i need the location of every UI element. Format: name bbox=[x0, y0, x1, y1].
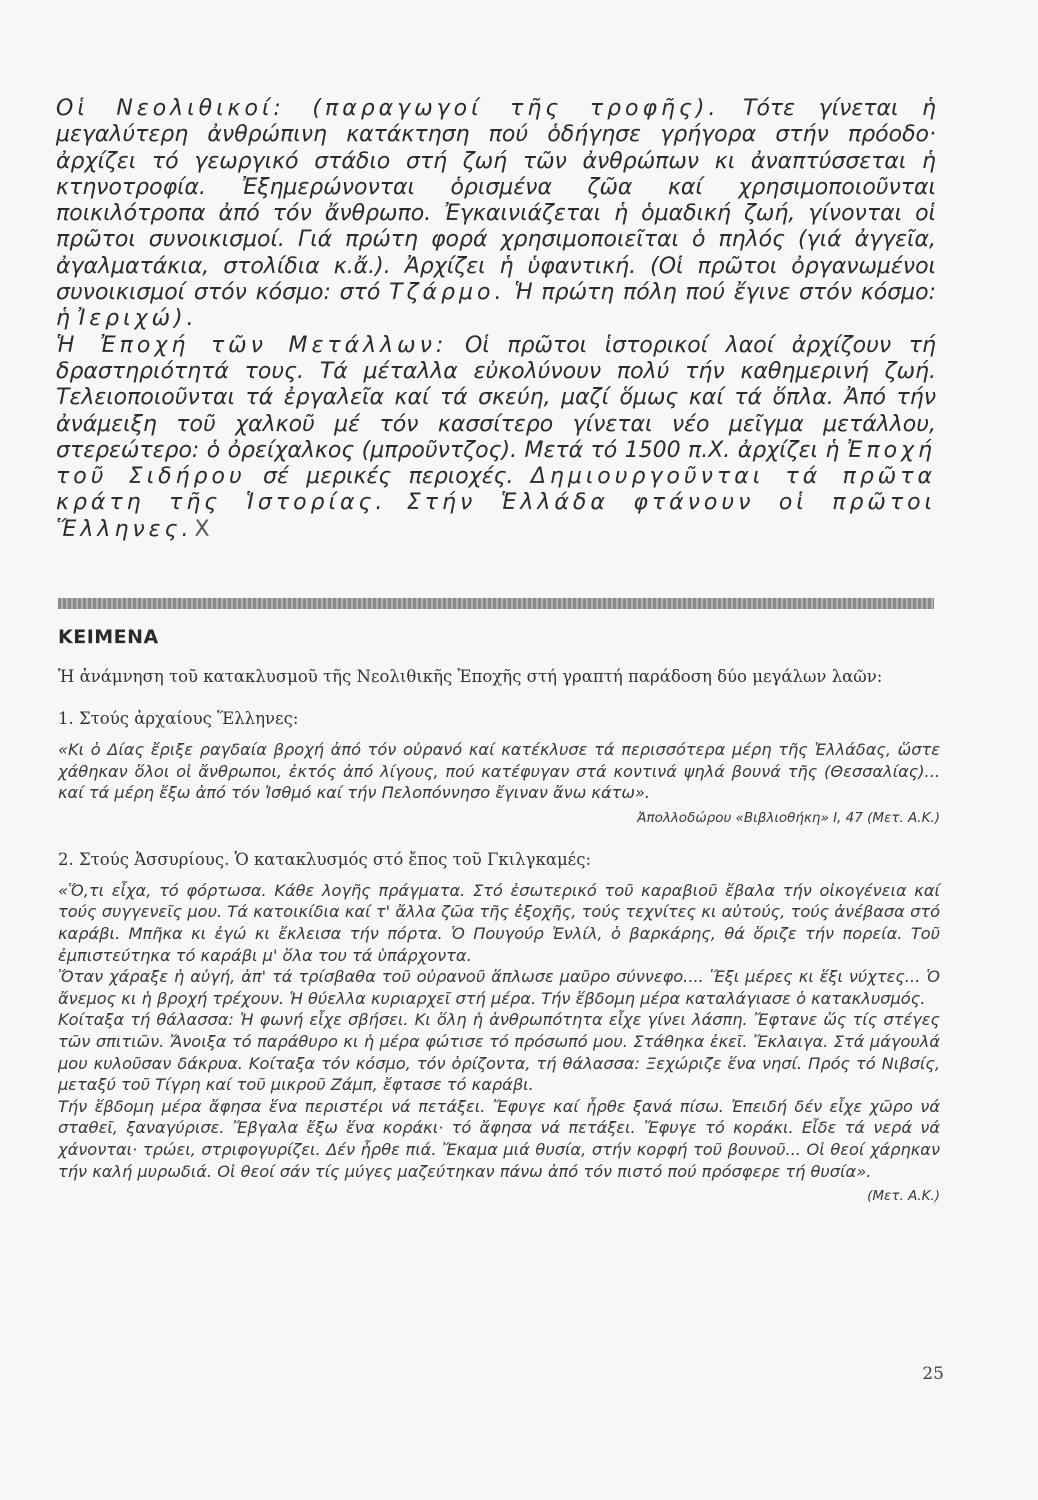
intro-text bbox=[56, 96, 936, 543]
item-2-heading: 2. Στούς Ἀσσυρίους. Ὁ κατακλυσμός στό ἔπος τοῦ Γκιλγκαμές: bbox=[58, 849, 592, 869]
metals-body-2: σέ μερικές περιοχές. bbox=[245, 464, 531, 490]
item-2-quote-part-4: Τήν ἕβδομη μέρα ἄφησα ἕνα περιστέρι νά πετάξει. Ἔφυγε καί ἦρθε ξανά πίσω. Ἐπειδή δέν εἶχε χῶρο νά σταθεῖ, ξαναγύρισε. Ἔβγαλα ἔξω ἕνα κοράκι· τό ἄφησα νά πετάξει. Ἔφυγε τό κοράκι. Εἶδε τά νερά νά χάνονται· τρώει, στριφογυρίζει. Δέν ἦρθε πιά. Ἔκαμα μιά θυσία, στήν κορφή τοῦ βουνοῦ... Οἱ θεοί χάρηκαν τήν καλή μυρωδιά. Οἱ θεοί σάν τίς μύγες μαζεύτηκαν πάνω ἀπό τόν πιστό πού πρόσφερε τή θυσία». bbox=[58, 1096, 940, 1181]
item-2-quote-part-2: Ὅταν χάραξε ἡ αὐγή, ἀπ' τά τρίσβαθα τοῦ οὐρανοῦ ἅπλωσε μαῦρο σύννεφο.... Ἕξι μέρες κι ἕξι νύχτες... Ὁ ἄνεμος κι ἡ βροχή τρέχουν. Ἡ θύελλα κυριαρχεῖ στή μέρα. Τήν ἕβδομη μέρα καταλάγιασε ὁ κατακλυσμός. bbox=[58, 967, 940, 1008]
item-2-quote-part-3: Κοίταξα τή θάλασσα: Ἡ φωνή εἶχε σβήσει. Κι ὅλη ἡ ἀνθρωπότητα εἶχε γίνει λάσπη. Ἔφτανε ὥς τίς στέγες τῶν σπιτιῶν. Ἄνοιξα τό παράθυρο κι ἡ μέρα φώτισε τό πρόσωπό μου. Στάθηκα ἐκεῖ. Ἔκλαιγα. Στά μάγουλά μου κυλοῦσαν δάκρυα. Κοίταξα τόν κόσμο, τόν ὁρίζοντα, τή θάλασσα: Ξεχώριζε ἕνα νησί. Πρός τό Νιβσίς, μεταξύ τοῦ Τίγρη καί τοῦ μικροῦ Ζάμπ, ἔφτασε τό καράβι. bbox=[58, 1010, 940, 1095]
neolithic-body-2: Ἡ πρώτη πόλη πού ἔγινε στόν κόσμο: ἡ bbox=[56, 280, 937, 332]
item-1-source: Ἀπολλοδώρου «Βιβλιοθήκη» Ι, 47 (Μετ. Α.Κ.) bbox=[637, 809, 940, 826]
neolithic-body: Τότε γίνεται ἡ μεγαλύτερη ἀνθρώπινη κατάκτηση πού ὁδήγησε γρήγορα στήν πρόοδο· ἀρχίζει τό γεωργικό στάδιο στή ζωή τῶν ἀνθρώπων κι ἀναπτύσσεται ἡ κτηνοτροφία. Ἐξημερώνονται ὁρισμένα ζῶα καί χρησιμοποιοῦνται ποικιλότροπα ἀπό τόν ἄνθρωπο. Ἐγκαινιάζεται ἡ ὁμαδική ζωή, γίνονται οἱ πρῶτοι συνοικισμοί. Γιά πρώτη φορά χρησιμοποιεῖται ὁ πηλός (γιά ἀγγεῖα, ἀγαλματάκια, στολίδια κ.ἄ.). Ἀρχίζει ἡ ὑφαντική. (Οἱ πρῶτοι ὀργανωμένοι συνοικισμοί στόν κόσμο: στό bbox=[56, 96, 936, 306]
spacer bbox=[386, 490, 406, 515]
texts-lead: Ἡ ἀνάμνηση τοῦ κατακλυσμοῦ τῆς Νεολιθικῆς Ἐποχῆς στή γραπτή παράδοση δύο μεγάλων λαῶν: bbox=[58, 667, 883, 686]
heading-iron-age: Ἐποχή τοῦ Σιδήρου bbox=[56, 437, 936, 490]
first-greeks: Στήν Ἑλλάδα φτάνουν οἱ πρῶτοι Ἕλληνες. bbox=[56, 490, 936, 542]
intro-paragraph-metals bbox=[56, 333, 936, 543]
item-2-source: (Μετ. Α.Κ.) bbox=[867, 1188, 940, 1205]
handwritten-x-mark: Χ bbox=[194, 516, 210, 542]
place-jarmo: Τζάρμο. bbox=[389, 280, 506, 306]
intro-paragraph-neolithic bbox=[56, 96, 936, 333]
place-jericho: Ἰεριχώ). bbox=[76, 306, 198, 332]
heading-metal-age: Ἡ Ἐποχή τῶν Μετάλλων: bbox=[56, 332, 448, 358]
item-1-heading: 1. Στούς ἀρχαίους Ἕλληνες: bbox=[58, 709, 299, 728]
section-title: ΚΕΙΜΕΝΑ bbox=[58, 626, 159, 648]
first-states: Δημιουργοῦνται τά πρῶτα κράτη τῆς Ἱστορίας. bbox=[56, 464, 936, 516]
item-2-quote-part-1: «Ὅ,τι εἶχα, τό φόρτωσα. Κάθε λογῆς πράγματα. Στό ἐσωτερικό τοῦ καραβιοῦ ἔβαλα τήν οἰκογένεια καί τούς συγγενεῖς μου. Τά κατοικίδια καί τ' ἄλλα ζῶα τῆς ἐξοχῆς, τούς τεχνίτες κι αὐτούς, τούς ἀνέβασα στό καράβι. Μπῆκα κι ἐγώ κι ἔκλεισα τήν πόρτα. Ὁ Πουγούρ Ἐνλίλ, ὁ βαρκάρης, θά ὅριζε τήν πορεία. Τοῦ ἐμπιστεύτηκα τό καράβι μ' ὅλα του τά ὑπάρχοντα. bbox=[58, 880, 940, 965]
page-number: 25 bbox=[922, 1364, 944, 1384]
heading-neolithic: Οἱ Νεολιθικοί: (παραγωγοί τῆς τροφῆς). bbox=[56, 96, 720, 121]
texts-section bbox=[58, 665, 940, 1208]
metals-body: Οἱ πρῶτοι ἱστορικοί λαοί ἀρχίζουν τή δραστηριότητά τους. Τά μέταλλα εὐκολύνουν πολύ τήν καθημερινή ζωή. Τελειοποιοῦνται τά ἐργαλεῖα καί τά σκεύη, μαζί ὅμως καί τά ὅπλα. Ἀπό τήν ἀνάμειξη τοῦ χαλκοῦ μέ τόν κασσίτερο γίνεται νέο μεῖγμα μετάλλου, στερεώτερο: ὁ ὀρείχαλκος (μπροῦντζος). Μετά τό 1500 π.Χ. ἀρχίζει ἡ bbox=[56, 332, 936, 463]
item-1-quote: «Κι ὁ Δίας ἔριξε ραγδαία βροχή ἀπό τόν οὐρανό καί κατέκλυσε τά περισσότερα μέρη τῆς Ἑλλάδας, ὥστε χάθηκαν ὅλοι οἱ ἄνθρωποι, ἐκτός ἀπό λίγους, πού κατέφυγαν στά κοντινά ψηλά βουνά τῆς (Θεσσαλίας)... καί τά μέρη ἔξω ἀπό τόν Ἰσθμό καί τήν Πελοπόννησο ἔγιναν ἄνω κάτω». bbox=[58, 740, 940, 803]
section-divider bbox=[58, 598, 934, 609]
